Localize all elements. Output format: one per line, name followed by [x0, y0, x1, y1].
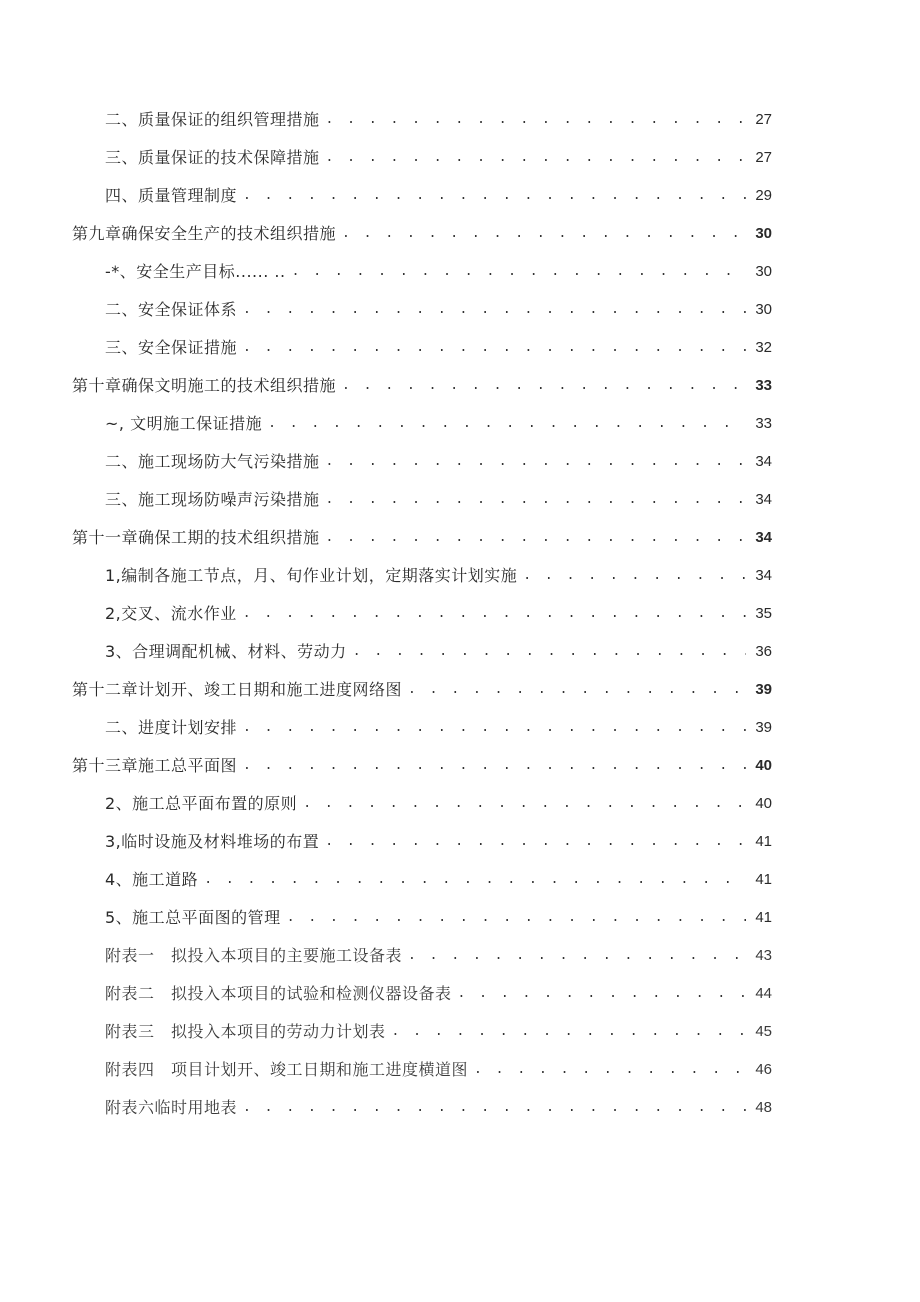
- dot-leader: [243, 1098, 746, 1118]
- toc-entry-label: 附表三 拟投入本项目的劳动力计划表: [105, 1022, 386, 1041]
- dot-leader: [268, 414, 746, 434]
- toc-entry-label: 二、进度计划安排: [105, 718, 238, 737]
- toc-entry-label: 4、施工道路: [105, 870, 199, 889]
- toc-entry-label: 5、施工总平面图的管理: [105, 908, 281, 927]
- dot-leader: [342, 224, 746, 244]
- toc-entry[interactable]: [72, 396, 772, 434]
- toc-entry-label: 2,交叉、流水作业: [105, 604, 237, 623]
- toc-page-number: 39: [755, 719, 772, 736]
- dot-leader: [458, 984, 746, 1004]
- toc-page-number: 46: [755, 1061, 772, 1078]
- toc-page-number: 34: [755, 529, 772, 546]
- dot-leader: [243, 300, 746, 320]
- toc-entry-label: 2、施工总平面布置的原则: [105, 794, 298, 813]
- toc-entry-label: 第十一章确保工期的技术组织措施: [72, 528, 320, 547]
- toc-page-number: 27: [755, 111, 772, 128]
- toc-page-number: 36: [755, 643, 772, 660]
- toc-entry[interactable]: [72, 814, 772, 852]
- toc-entry-label: 二、安全保证体系: [105, 300, 238, 319]
- toc-entry[interactable]: [72, 776, 772, 814]
- toc-appendix-entry[interactable]: [72, 966, 772, 1004]
- dot-leader: [243, 604, 746, 624]
- toc-page-number: 39: [755, 681, 772, 698]
- toc-entry[interactable]: [72, 890, 772, 928]
- toc-entry[interactable]: [72, 92, 772, 130]
- dot-leader: [287, 908, 746, 928]
- toc-entry-label: 二、质量保证的组织管理措施: [105, 110, 320, 129]
- toc-entry[interactable]: [72, 244, 772, 282]
- toc-chapter-entry[interactable]: [72, 662, 772, 700]
- toc-entry[interactable]: [72, 130, 772, 168]
- toc-chapter-entry[interactable]: [72, 738, 772, 776]
- toc-entry[interactable]: [72, 586, 772, 624]
- dot-leader: [204, 870, 746, 890]
- toc-appendix-entry[interactable]: [72, 1080, 772, 1118]
- toc-entry-label: 1,编制各施工节点，月、旬作业计划，定期落实计划实施: [105, 566, 518, 585]
- toc-entry[interactable]: [72, 320, 772, 358]
- toc-page-number: 41: [755, 871, 772, 888]
- toc-entry-label: 四、质量管理制度: [105, 186, 238, 205]
- toc-page-number: 34: [755, 567, 772, 584]
- toc-page-number: 34: [755, 453, 772, 470]
- dot-leader: [326, 528, 746, 548]
- toc-chapter-entry[interactable]: [72, 510, 772, 548]
- toc-entry-label: 附表二 拟投入本项目的试验和检测仪器设备表: [105, 984, 452, 1003]
- toc-entry[interactable]: [72, 168, 772, 206]
- toc-entry[interactable]: [72, 548, 772, 586]
- toc-entry-label: 三、质量保证的技术保障措施: [105, 148, 320, 167]
- toc-entry-label: 二、施工现场防大气污染措施: [105, 452, 320, 471]
- toc-entry[interactable]: [72, 852, 772, 890]
- toc-page-number: 35: [755, 605, 772, 622]
- toc-entry-label: 三、施工现场防噪声污染措施: [105, 490, 320, 509]
- dot-leader: [243, 186, 746, 206]
- dot-leader: [474, 1060, 746, 1080]
- toc-entry-label: 3,临时设施及材料堆场的布置: [105, 832, 320, 851]
- toc-page-number: 41: [755, 909, 772, 926]
- toc-page-number: 34: [755, 491, 772, 508]
- dot-leader: [243, 718, 746, 738]
- toc-page-number: 43: [755, 947, 772, 964]
- dot-leader: [353, 642, 746, 662]
- toc-page-number: 30: [755, 263, 772, 280]
- toc-entry[interactable]: [72, 282, 772, 320]
- dot-leader: [243, 756, 746, 776]
- toc-entry-label: 第十二章计划开、竣工日期和施工进度网络图: [72, 680, 403, 699]
- toc-entry[interactable]: [72, 624, 772, 662]
- toc-entry-label: 附表四 项目计划开、竣工日期和施工进度横道图: [105, 1060, 469, 1079]
- toc-page-number: 32: [755, 339, 772, 356]
- toc-appendix-entry[interactable]: [72, 928, 772, 966]
- dot-leader: [392, 1022, 746, 1042]
- toc-page-number: 27: [755, 149, 772, 166]
- toc-page-number: 33: [755, 377, 772, 394]
- toc-page-number: 45: [755, 1023, 772, 1040]
- toc-page-number: 40: [755, 795, 772, 812]
- toc-entry-label: 第十三章施工总平面图: [72, 756, 238, 775]
- toc-entry-label: 附表一 拟投入本项目的主要施工设备表: [105, 946, 403, 965]
- dot-leader: [523, 566, 746, 586]
- dot-leader: [408, 946, 746, 966]
- toc-entry[interactable]: [72, 472, 772, 510]
- toc-page-number: 40: [755, 757, 772, 774]
- toc-page-number: 29: [755, 187, 772, 204]
- toc-page-number: 48: [755, 1099, 772, 1116]
- toc-page-number: 33: [755, 415, 772, 432]
- toc-page-number: 41: [755, 833, 772, 850]
- toc-chapter-entry[interactable]: [72, 358, 772, 396]
- toc-appendix-entry[interactable]: [72, 1004, 772, 1042]
- dot-leader: [326, 110, 746, 130]
- toc-entry-label: -*、安全生产目标...... ..: [105, 262, 286, 281]
- toc-entry-label: 3、合理调配机械、材料、劳动力: [105, 642, 347, 661]
- dot-leader: [326, 148, 746, 168]
- toc-entry-label: 附表六临时用地表: [105, 1098, 238, 1117]
- toc-appendix-entry[interactable]: [72, 1042, 772, 1080]
- toc-entry-label: ~, 文明施工保证措施: [105, 414, 263, 433]
- toc-page-number: 30: [755, 301, 772, 318]
- toc-chapter-entry[interactable]: [72, 206, 772, 244]
- dot-leader: [325, 832, 746, 852]
- dot-leader: [243, 338, 746, 358]
- dot-leader: [303, 794, 746, 814]
- toc-entry-label: 第十章确保文明施工的技术组织措施: [72, 376, 337, 395]
- toc-page-number: 44: [755, 985, 772, 1002]
- toc-entry-label: 三、安全保证措施: [105, 338, 238, 357]
- toc-page-number: 30: [755, 225, 772, 242]
- dot-leader: [408, 680, 746, 700]
- table-of-contents: [72, 92, 772, 1118]
- toc-entry-label: 第九章确保安全生产的技术组织措施: [72, 224, 337, 243]
- dot-leader: [326, 490, 746, 510]
- dot-leader: [326, 452, 746, 472]
- dot-leader: [342, 376, 746, 396]
- toc-entry[interactable]: [72, 434, 772, 472]
- toc-entry[interactable]: [72, 700, 772, 738]
- dot-leader: [292, 262, 746, 282]
